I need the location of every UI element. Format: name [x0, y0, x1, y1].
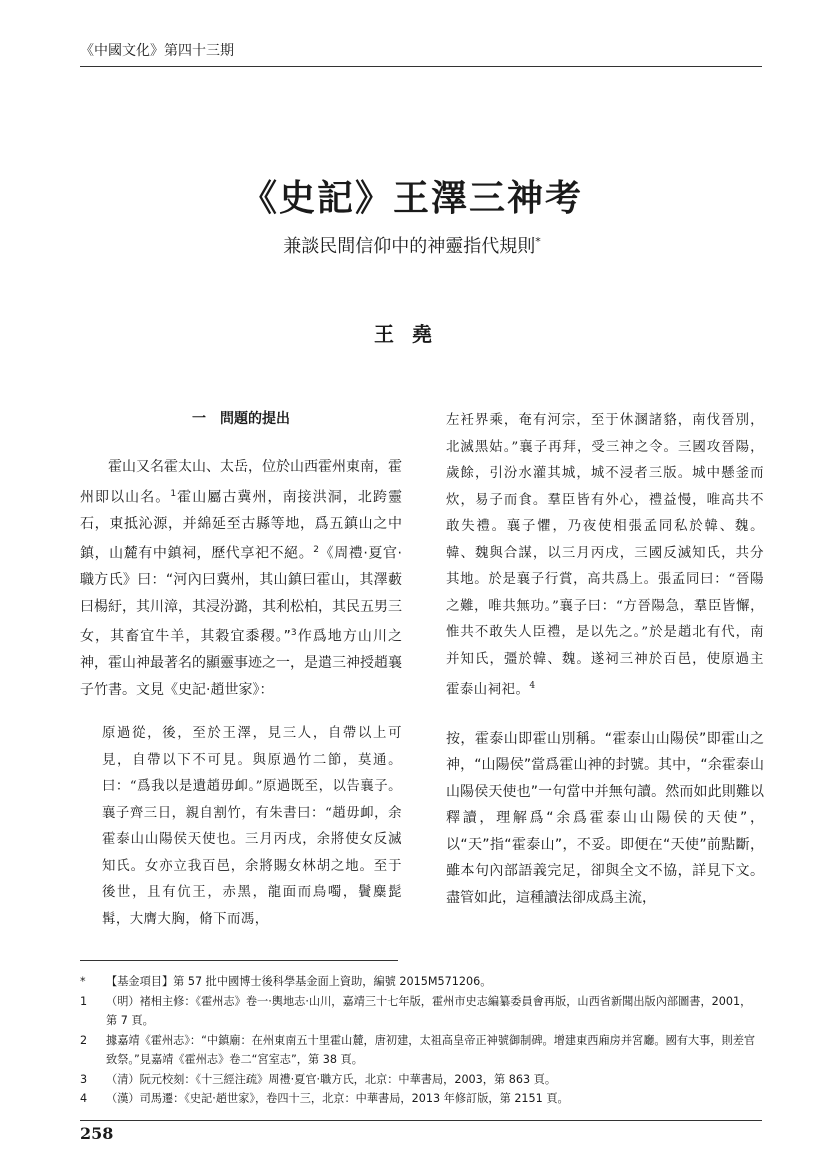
footnote-item: [80, 1070, 760, 1090]
article-title: 《史記》王澤三神考: [240, 177, 583, 219]
footnote-mark: 1: [80, 994, 88, 1008]
left-column: [80, 408, 402, 933]
para1c-text: 《周禮·夏官·職方氏》曰：“河內曰冀州，其山鎮曰霍山，其澤藪曰楊紆，其川漳，其浸汾潞，其利松柏，其民五男三女，其畜宜牛羊，其穀宜黍稷。”: [80, 545, 402, 645]
footnote-item: [80, 1089, 760, 1109]
page-number: 258: [80, 1124, 114, 1143]
footnote-mark: *: [80, 975, 86, 988]
para1-text: 霍山又名霍太山、太岳，位於山西霍州東南，霍州即以山名。: [80, 459, 402, 506]
author-name: 王堯: [374, 322, 450, 346]
footnote-mark: 4: [80, 1092, 88, 1105]
right-column: [446, 408, 764, 911]
subtitle-text: 兼談民間信仰中的神靈指代規則: [283, 236, 536, 257]
body-paragraph-2: 按，霍泰山即霍山別稱。“霍泰山山陽侯”即霍山之神，“山陽侯”當爲霍山神的封號。其中，“余霍泰山山陽侯天使也”一句當中并無句讀。然而如此則難以釋讀，理解爲“余爲霍泰山山陽侯的天使”，以“天”指“霍泰山”，不妥。即便在“天使”前點斷，雖本句內部語義完足，卻與全文不協，詳見下文。盡管如此，這種讀法卻成爲主流，: [446, 730, 764, 906]
footnote-mark: 2: [80, 1033, 88, 1047]
footnote-text: （漢）司馬遷：《史記·趙世家》，卷四十三，北京：中華書局，2013 年修訂版，第 2151 頁。: [106, 1092, 569, 1105]
footnote-ref-2[interactable]: 2: [313, 545, 320, 556]
footnote-ref-4[interactable]: 4: [529, 681, 536, 691]
footnote-item: [80, 972, 760, 992]
footnote-text: 【基金項目】第 57 批中國博士後科學基金面上資助，編號 2015M571206。: [106, 975, 492, 988]
top-rule: [80, 66, 762, 67]
footnote-item: [80, 1031, 760, 1070]
footnotes: [80, 972, 760, 1109]
footnote-text: （清）阮元校刻：《十三經注疏》周禮·夏官·職方氏，北京：中華書局，2003，第 863 頁。: [106, 1072, 557, 1086]
bottom-rule: [80, 1120, 762, 1121]
subtitle-footnote-mark: *: [535, 235, 541, 248]
footnote-ref-3[interactable]: 3: [290, 628, 297, 639]
footnote-item: [80, 992, 760, 1031]
footnote-ref-1[interactable]: 1: [170, 488, 177, 499]
section-heading: 一 問題的提出: [192, 411, 290, 427]
footnote-text: （明）褚相主修：《霍州志》卷一·輿地志·山川，嘉靖三十七年版，霍州市史志編纂委員會再版，山西省新聞出版內部圖書，2001，第 7 頁。: [106, 994, 752, 1027]
block-quote-right: [446, 408, 764, 704]
quote-right-text: 左衽界乘，奄有河宗，至于休溷諸貉，南伐晉別，北滅黑姑。”襄子再拜，受三神之令。三國攻晉陽，歲餘，引汾水灌其城，城不浸者三版。城中懸釜而炊，易子而食。羣臣皆有外心，禮益慢，唯高共不敢失禮。襄子懼，乃夜使相張孟同私於韓、魏。韓、魏與合謀，以三月丙戌，三國反滅知氏，共分其地。於是襄子行賞，高共爲上。張孟同曰：“晉陽之難，唯共無功。”襄子曰：“方晉陽急，羣臣皆懈，惟共不敢失人臣禮，是以先之。”於是趙北有代，南并知氏，彊於韓、魏。遂祠三神於百邑，使原過主霍泰山祠祀。: [446, 413, 764, 698]
running-head: 《中國文化》第四十三期: [80, 43, 234, 59]
footnote-text: 據嘉靖《霍州志》：“中鎮廟：在州東南五十里霍山麓，唐初建，太祖高皇帝正神號御制碑。增建東西廂房并宮廳。國有大事，則差官致祭。”見嘉靖《霍州志》卷二“宮室志”，第 38 頁。: [106, 1033, 756, 1066]
footnote-mark: 3: [80, 1072, 88, 1086]
body-paragraph-1: [80, 454, 402, 703]
footnote-rule: [80, 960, 398, 961]
block-quote-left: 原過從，後，至於王澤，見三人，自帶以上可見，自帶以下不可見。與原過竹二節，莫通。曰：“爲我以是遺趙毋卹。”原過既至，以告襄子。襄子齊三日，親自割竹，有朱書曰：“趙毋卹，余霍泰山山陽侯天使也。三月丙戌，余將使女反滅知氏。女亦立我百邑，余將賜女林胡之地。至于後世，且有伉王，赤黑，龍面而鳥噣，鬢麋髭髯，大膺大胸，脩下而馮，: [102, 726, 402, 927]
article-subtitle: [0, 232, 824, 258]
para1b-text: 霍山屬古冀州，南接洪洞，北跨靈石，東抵沁源，并綿延至古縣等地，爲五鎮山之中鎮，山麓有中鎮祠，歷代享祀不絕。: [80, 489, 403, 562]
para1d-text: 作爲地方山川之神，霍山神最著名的顯靈事迹之一，是遣三神授趙襄子竹書。文見《史記·趙世家》：: [80, 628, 402, 698]
